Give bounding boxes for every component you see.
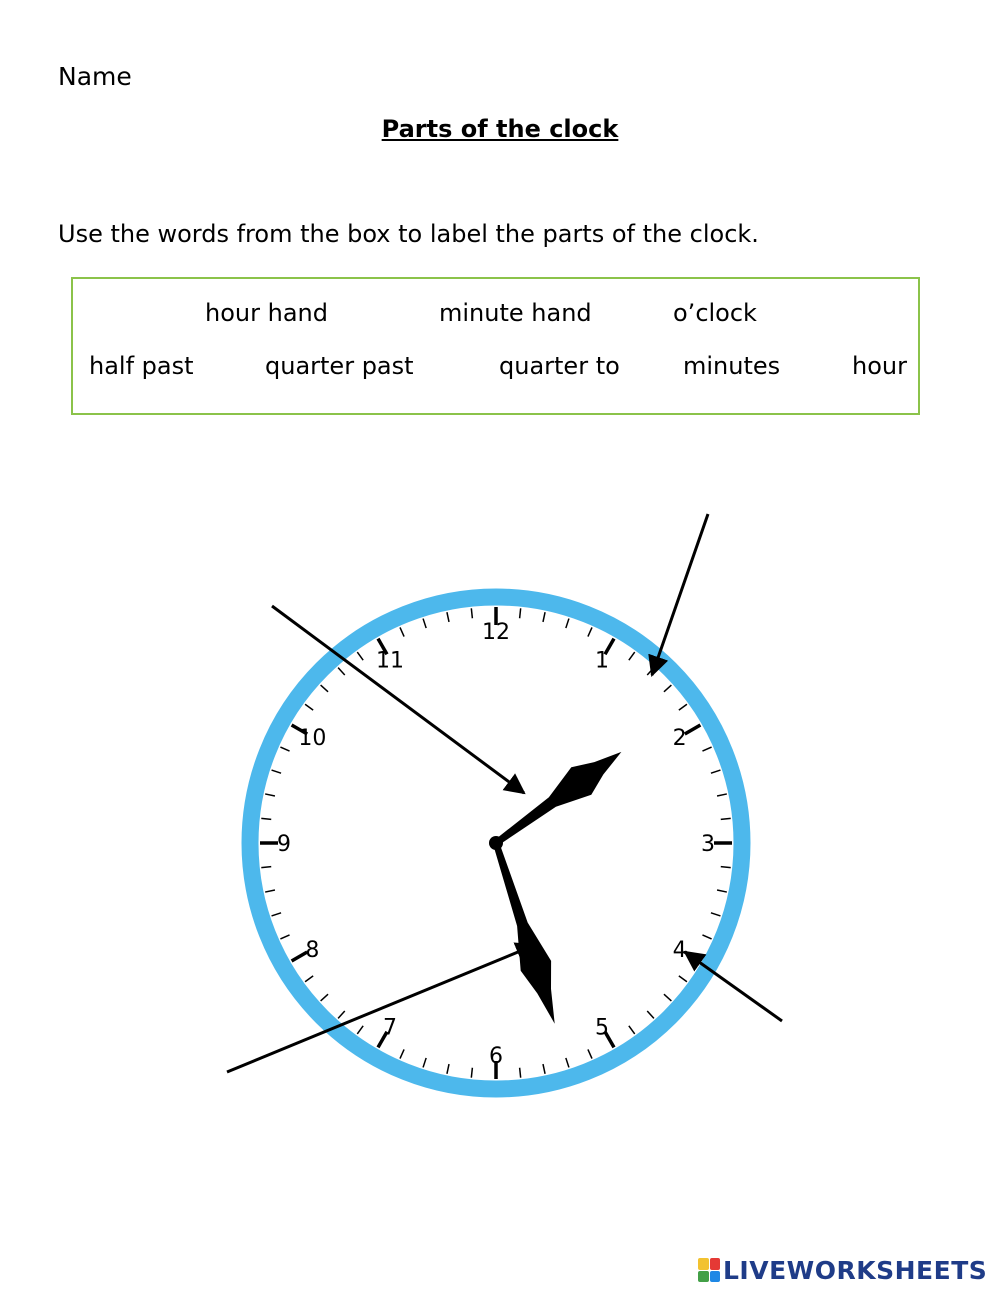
minute-tick <box>471 608 472 618</box>
minute-tick <box>261 818 271 819</box>
page-title: Parts of the clock <box>381 115 619 143</box>
name-label: Name <box>58 62 132 91</box>
word-hour[interactable]: hour <box>852 352 907 380</box>
clock-number-8: 8 <box>305 938 320 963</box>
minute-tick <box>520 1068 521 1078</box>
clock-number-5: 5 <box>595 1015 609 1041</box>
instruction-text: Use the words from the box to label the parts of the clock. <box>58 220 759 248</box>
minute-tick <box>721 818 731 819</box>
word-quarter-to[interactable]: quarter to <box>499 352 620 380</box>
clock-number-7: 7 <box>383 1015 397 1041</box>
minute-tick <box>471 1068 472 1078</box>
minute-tick <box>721 867 731 868</box>
arrow-to-minute-marks <box>652 514 708 675</box>
clock-number-6: 6 <box>489 1044 503 1069</box>
clock-number-9: 9 <box>277 832 291 857</box>
word-hour-hand[interactable]: hour hand <box>205 299 328 327</box>
liveworksheets-logo <box>698 1255 987 1285</box>
minute-tick <box>261 867 271 868</box>
clock-number-4: 4 <box>672 938 687 963</box>
word-half-past[interactable]: half past <box>89 352 194 380</box>
clock-number-12: 12 <box>482 620 510 645</box>
minute-tick <box>520 608 521 618</box>
clock-number-2: 2 <box>672 726 687 751</box>
clock-number-1: 1 <box>595 648 609 674</box>
logo-square <box>698 1258 709 1270</box>
clock-number-11: 11 <box>376 648 404 674</box>
clock-number-10: 10 <box>298 726 327 751</box>
logo-text: LIVEWORKSHEETS <box>723 1255 988 1285</box>
word-minute-hand[interactable]: minute hand <box>439 299 592 327</box>
clock-number-3: 3 <box>701 832 715 857</box>
word-quarter-past[interactable]: quarter past <box>265 352 414 380</box>
logo-square <box>710 1271 721 1283</box>
logo-square <box>710 1258 721 1270</box>
word-minutes[interactable]: minutes <box>683 352 781 380</box>
logo-squares-icon <box>698 1258 720 1282</box>
word-oclock[interactable]: o’clock <box>673 299 757 327</box>
logo-square <box>698 1271 709 1283</box>
clock-center <box>489 836 503 850</box>
